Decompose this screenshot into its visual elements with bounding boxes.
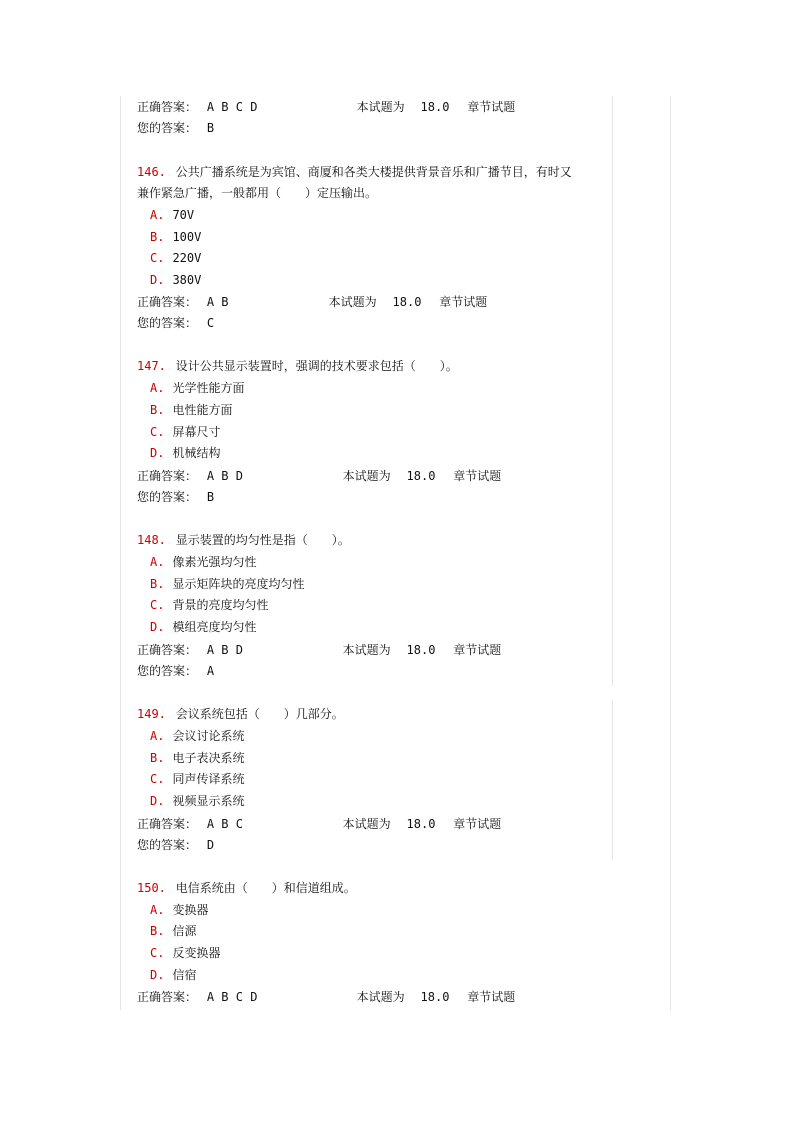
- correct-label: 正确答案：: [137, 100, 198, 114]
- option-a: A. 变换器: [150, 903, 209, 917]
- option-c: C. 背景的亮度均匀性: [150, 598, 269, 612]
- option-a: A. 像素光强均匀性: [150, 555, 257, 569]
- your-answer-value: A: [206, 664, 215, 678]
- question-text: 公共广播系统是为宾馆、商厦和各类大楼提供背景音乐和广播节目，有时又: [175, 165, 572, 179]
- yours-label: 您的答案：: [137, 121, 198, 135]
- question-148-line-1: [137, 532, 350, 548]
- option-d: D. 模组亮度均匀性: [150, 620, 257, 634]
- your-answer-value: B: [206, 490, 215, 504]
- inner-right-border-lower: [612, 700, 613, 860]
- option-b: B. 电性能方面: [150, 403, 233, 417]
- correct-answer-row: 正确答案： A B C 本试题为 18.0 章节试题: [137, 817, 502, 831]
- correct-answer-value: A B C: [206, 817, 243, 831]
- score-value: 18.0: [392, 295, 422, 309]
- question-146-line-1: [137, 164, 572, 180]
- your-answer-row: 您的答案： A: [137, 664, 215, 678]
- question-number: 147.: [137, 359, 166, 373]
- question-text: 设计公共显示装置时，强调的技术要求包括（ ）。: [175, 359, 458, 373]
- question-text: 电信系统由（ ）和信道组成。: [175, 881, 356, 895]
- question-text: 显示装置的均匀性是指（ ）。: [175, 533, 350, 547]
- option-c: C. 反变换器: [150, 946, 221, 960]
- your-answer-row: 您的答案： D: [137, 838, 215, 852]
- your-answer-row: 您的答案： C: [137, 316, 215, 330]
- score-prefix: 本试题为: [356, 100, 405, 114]
- correct-answer-row: 正确答案： A B D 本试题为 18.0 章节试题: [137, 643, 502, 657]
- score-value: 18.0: [406, 469, 436, 483]
- option-b: B. 100V: [150, 230, 202, 244]
- correct-answer-value: A B D: [206, 469, 243, 483]
- correct-answer-value: A B C D: [206, 100, 258, 114]
- top-your-answer-row: [137, 120, 214, 136]
- option-d: D. 信宿: [150, 968, 197, 982]
- correct-answer-row: 正确答案： A B D 本试题为 18.0 章节试题: [137, 469, 502, 483]
- left-border: [120, 96, 121, 1010]
- option-a: A. 会议讨论系统: [150, 729, 245, 743]
- option-d: D. 380V: [150, 273, 202, 287]
- your-answer-value: B: [206, 121, 215, 135]
- option-b: B. 显示矩阵块的亮度均匀性: [150, 577, 305, 591]
- top-correct-answer-row: [137, 99, 515, 115]
- correct-answer-row: 正确答案： A B C D 本试题为 18.0 章节试题: [137, 990, 516, 1004]
- your-answer-row: 您的答案： B: [137, 490, 215, 504]
- option-c: C. 220V: [150, 251, 202, 265]
- your-answer-value: C: [206, 316, 215, 330]
- question-text: 会议系统包括（ ）几部分。: [175, 707, 344, 721]
- question-text-cont: 兼作紧急广播，一般都用（ ）定压输出。: [137, 186, 378, 200]
- option-b: B. 电子表决系统: [150, 751, 245, 765]
- question-number: 149.: [137, 707, 166, 721]
- question-146-line-2: [137, 185, 377, 201]
- option-b: B. 信源: [150, 924, 197, 938]
- score-suffix: 章节试题: [467, 100, 516, 114]
- correct-answer-value: A B: [206, 295, 229, 309]
- question-number: 148.: [137, 533, 166, 547]
- option-c: C. 同声传译系统: [150, 772, 245, 786]
- score-value: 18.0: [420, 990, 450, 1004]
- correct-answer-row: 正确答案： A B 本试题为 18.0 章节试题: [137, 295, 488, 309]
- option-d: D. 视频显示系统: [150, 794, 245, 808]
- question-number: 150.: [137, 881, 166, 895]
- option-d: D. 机械结构: [150, 446, 221, 460]
- question-number: 146.: [137, 165, 166, 179]
- question-149-line-1: [137, 706, 344, 722]
- option-c: C. 屏幕尺寸: [150, 425, 221, 439]
- correct-answer-value: A B D: [206, 643, 243, 657]
- correct-answer-value: A B C D: [206, 990, 258, 1004]
- score-value: 18.0: [406, 643, 436, 657]
- score-value: 18.0: [420, 100, 450, 114]
- question-147-line-1: [137, 358, 458, 374]
- your-answer-value: D: [206, 838, 215, 852]
- question-150-line-1: [137, 880, 356, 896]
- outer-right-border: [670, 96, 671, 1010]
- option-a: A. 光学性能方面: [150, 381, 245, 395]
- inner-right-border: [612, 96, 613, 686]
- option-a: A. 70V: [150, 208, 195, 222]
- score-value: 18.0: [406, 817, 436, 831]
